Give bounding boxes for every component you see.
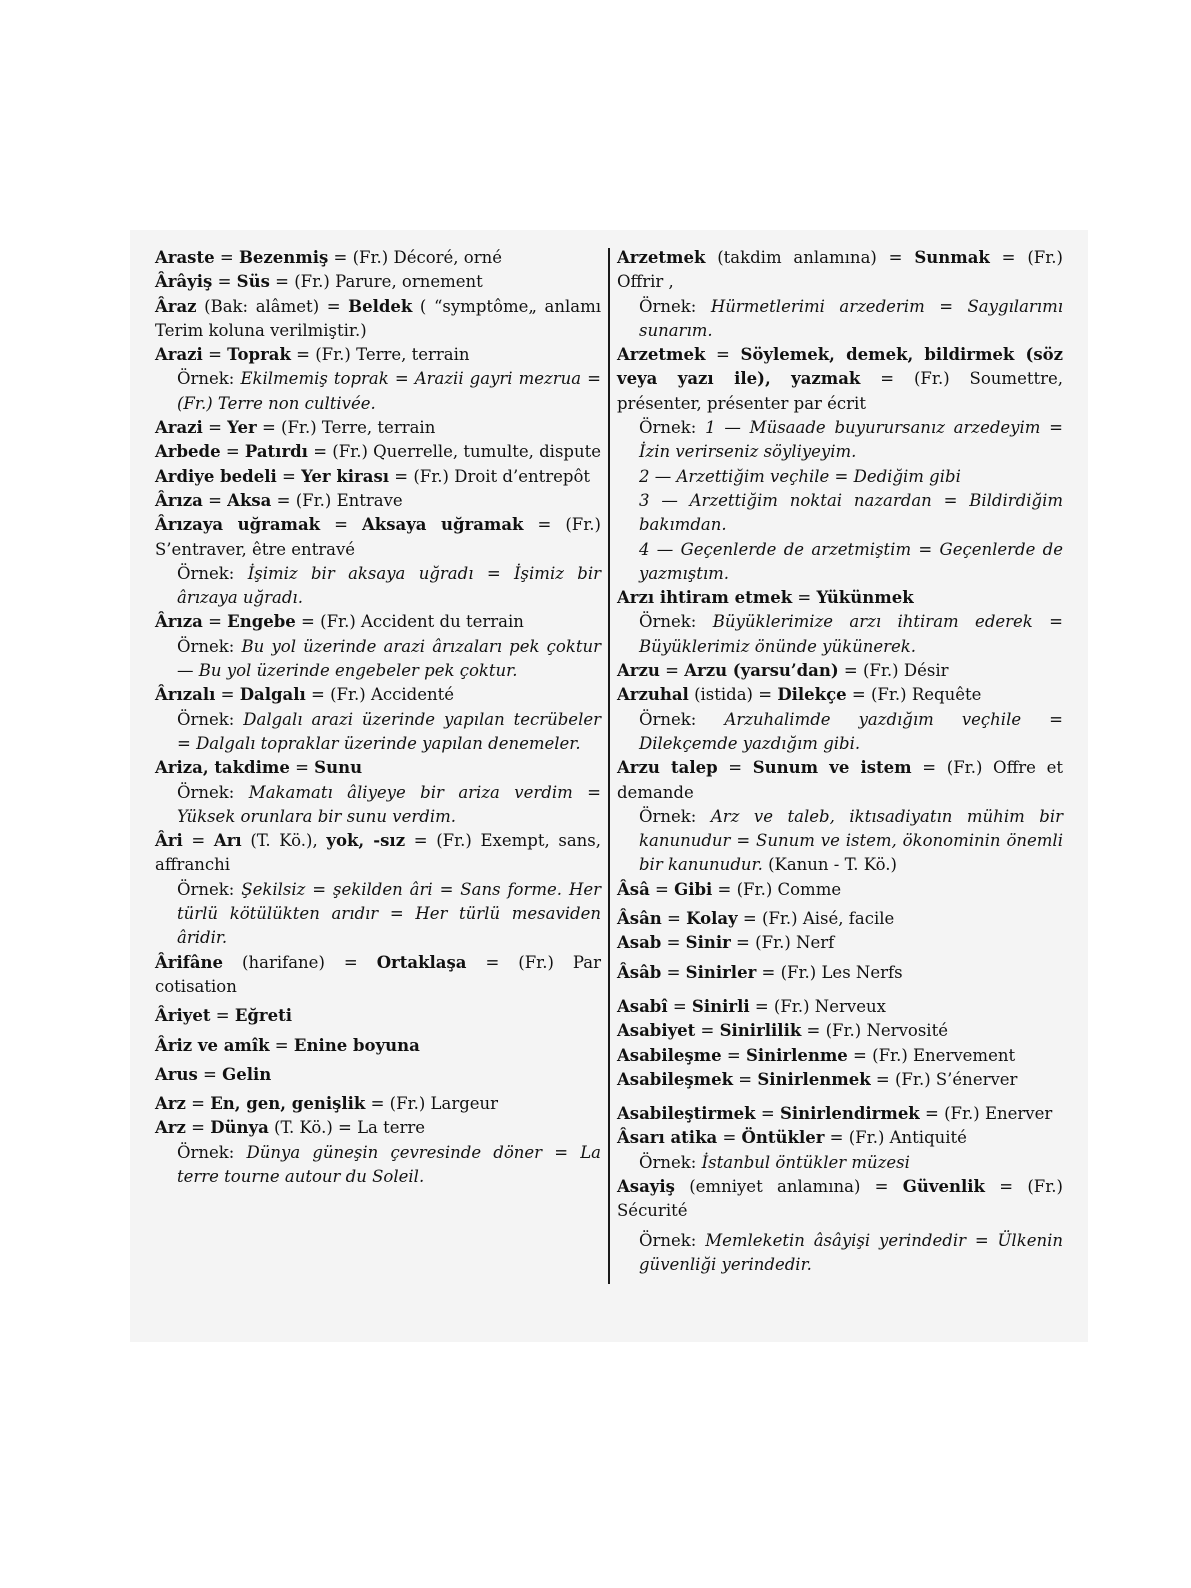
left-dictionary-entry: [155, 465, 601, 489]
entry-definition: Ârızaya uğramak = Aksaya uğramak = (Fr.) S’entraver, être entravé: [155, 515, 601, 559]
entry-example: Örnek: İstanbul öntükler müzesi: [639, 1152, 910, 1172]
entry-example: Örnek: Arz ve taleb, iktısadiyatın mühim bir kanunudur = Sunum ve istem, ökonominin önemli bir kanunudur. (Kanun - T. Kö.): [639, 806, 1063, 875]
entry-example-continued: 3 — Arzettiğim noktai nazardan = Bildirdiğim bakımdan.: [639, 490, 1063, 535]
entry-definition: Arzetmek (takdim anlamına) = Sunmak = (Fr.) Offrir ,: [617, 248, 1063, 292]
left-dictionary-entry: [155, 489, 601, 513]
right-dictionary-entry: [617, 878, 1063, 902]
entry-definition: Asabileşmek = Sinirlenmek = (Fr.) S’énerver: [617, 1069, 1018, 1089]
entry-definition: Arz = Dünya (T. Kö.) = La terre: [155, 1118, 426, 1138]
entry-example-continued: 4 — Geçenlerde de arzetmiştim = Geçenlerde de yazmıştım.: [639, 539, 1063, 583]
right-dictionary-entry: [617, 1175, 1063, 1224]
entry-definition: Âriz ve amîk = Enine boyuna: [155, 1035, 420, 1055]
entry-definition: Âsarı atika = Öntükler = (Fr.) Antiquité: [617, 1128, 967, 1148]
left-dictionary-entry: [155, 756, 601, 829]
left-dictionary-entry: [155, 951, 601, 1000]
entry-example: Örnek: 1 — Müsaade buyurursanız arzedeyim = İzin verirseniz söyliyeyim.: [639, 418, 1064, 462]
left-dictionary-entry: [155, 295, 601, 344]
left-dictionary-entry: [155, 829, 601, 950]
entry-example-continued: 2 — Arzettiğim veçhile = Dediğim gibi: [639, 466, 961, 486]
entry-definition: Ârızalı = Dalgalı = (Fr.) Accidenté: [155, 685, 454, 705]
left-dictionary-entry: [155, 1034, 601, 1058]
left-dictionary-entry: [155, 270, 601, 294]
entry-definition: Ariza, takdime = Sunu: [155, 758, 363, 778]
left-dictionary-entry: [155, 513, 601, 610]
entry-definition: Asab = Sinir = (Fr.) Nerf: [617, 933, 835, 953]
left-column: [155, 246, 601, 1189]
left-dictionary-entry: [155, 1092, 601, 1116]
right-dictionary-entry: [617, 907, 1063, 931]
entry-example: Örnek: Şekilsiz = şekilden âri = Sans forme. Her türlü kötülükten arıdır = Her türlü mesaviden âridir.: [177, 879, 601, 948]
entry-definition: Arus = Gelin: [155, 1064, 272, 1084]
entry-definition: Ârıza = Aksa = (Fr.) Entrave: [155, 490, 403, 510]
entry-definition: Arazi = Yer = (Fr.) Terre, terrain: [155, 418, 436, 438]
right-dictionary-entry: [617, 1068, 1063, 1092]
entry-example: Örnek: Makamatı âliyeye bir ariza verdim = Yüksek orunlara bir sunu verdim.: [177, 782, 601, 826]
entry-example: Örnek: Bu yol üzerinde arazi ârızaları pek çoktur — Bu yol üzerinde engebeler pek çoktur.: [177, 636, 601, 681]
entry-definition: Âraz (Bak: alâmet) = Beldek ( “symptôme„ anlamı Terim koluna verilmiştir.): [155, 296, 601, 340]
left-dictionary-entry: [155, 1116, 601, 1189]
right-dictionary-entry: [617, 1019, 1063, 1043]
left-dictionary-entry: [155, 416, 601, 440]
right-dictionary-entry: [617, 931, 1063, 955]
entry-example: Örnek: Dalgalı arazi üzerinde yapılan tecrübeler = Dalgalı topraklar üzerinde yapılan denemeler.: [177, 709, 601, 753]
right-dictionary-entry: [617, 1229, 1063, 1278]
entry-example: Örnek: Büyüklerimize arzı ihtiram ederek = Büyüklerimiz önünde yükünerek.: [639, 612, 1063, 656]
entry-definition: Ardiye bedeli = Yer kirası = (Fr.) Droit d’entrepôt: [155, 466, 591, 486]
entry-definition: Asabileşme = Sinirlenme = (Fr.) Enervement: [617, 1045, 1016, 1065]
entry-definition: Arbede = Patırdı = (Fr.) Querrelle, tumulte, dispute: [155, 442, 602, 462]
entry-definition: Asabileştirmek = Sinirlendirmek = (Fr.) Enerver: [617, 1104, 1053, 1124]
entry-definition: Asayiş (emniyet anlamına) = Güvenlik = (Fr.) Sécurité: [617, 1176, 1063, 1221]
entry-example: Örnek: Ekilmemiş toprak = Arazii gayri mezrua = (Fr.) Terre non cultivée.: [177, 369, 601, 413]
entry-example: Örnek: İşimiz bir aksaya uğradı = İşimiz bir ârızaya uğradı.: [177, 563, 602, 608]
entry-example: Örnek: Dünya güneşin çevresinde döner = La terre tourne autour du Soleil.: [177, 1142, 602, 1186]
left-dictionary-entry: [155, 1004, 601, 1028]
right-dictionary-entry: [617, 586, 1063, 659]
right-dictionary-entry: [617, 343, 1063, 586]
entry-definition: Asabiyet = Sinirlilik = (Fr.) Nervosité: [617, 1021, 948, 1041]
entry-definition: Arzetmek = Söylemek, demek, bildirmek (söz veya yazı ile), yazmak = (Fr.) Soumettre, présenter, présenter par écrit: [617, 345, 1063, 413]
right-dictionary-entry: [617, 961, 1063, 985]
entry-definition: Âsâb = Sinirler = (Fr.) Les Nerfs: [617, 962, 903, 982]
left-dictionary-entry: [155, 246, 601, 270]
entry-definition: Arzı ihtiram etmek = Yükünmek: [617, 588, 914, 608]
entry-definition: Arzuhal (istida) = Dilekçe = (Fr.) Requête: [617, 685, 982, 705]
entry-definition: Araste = Bezenmiş = (Fr.) Décoré, orné: [155, 248, 502, 267]
entry-example: Örnek: Hürmetlerimi arzederim = Saygılarımı sunarım.: [639, 296, 1063, 340]
entry-definition: Ârifâne (harifane) = Ortaklaşa = (Fr.) Par cotisation: [155, 952, 601, 996]
dictionary-page: [155, 246, 1065, 1296]
left-dictionary-entry: [155, 343, 601, 416]
entry-definition: Âriyet = Eğreti: [155, 1006, 293, 1026]
entry-definition: Asabî = Sinirli = (Fr.) Nerveux: [617, 996, 886, 1016]
entry-definition: Âri = Arı (T. Kö.), yok, -sız = (Fr.) Exempt, sans, affranchi: [155, 831, 601, 875]
left-dictionary-entry: [155, 440, 601, 464]
entry-definition: Arzu = Arzu (yarsu’dan) = (Fr.) Désir: [617, 661, 949, 681]
entry-definition: Âsâ = Gibi = (Fr.) Comme: [617, 879, 842, 899]
entry-example: Örnek: Memleketin âsâyişi yerindedir = Ülkenin güvenliği yerindedir.: [639, 1230, 1063, 1274]
right-dictionary-entry: [617, 1044, 1063, 1068]
left-dictionary-entry: [155, 683, 601, 756]
entry-definition: Âsân = Kolay = (Fr.) Aisé, facile: [617, 909, 895, 929]
right-dictionary-entry: [617, 995, 1063, 1019]
right-dictionary-entry: [617, 1102, 1063, 1126]
column-divider: [608, 248, 610, 1284]
entry-definition: Arz = En, gen, genişlik = (Fr.) Largeur: [155, 1094, 499, 1114]
left-dictionary-entry: [155, 610, 601, 683]
left-dictionary-entry: [155, 1063, 601, 1087]
entry-definition: Ârıza = Engebe = (Fr.) Accident du terrain: [155, 612, 524, 632]
right-dictionary-entry: [617, 756, 1063, 877]
entry-definition: Arazi = Toprak = (Fr.) Terre, terrain: [155, 345, 470, 365]
right-dictionary-entry: [617, 683, 1063, 756]
right-dictionary-entry: [617, 1126, 1063, 1175]
entry-example: Örnek: Arzuhalimde yazdığım veçhile = Dilekçemde yazdığım gibi.: [639, 709, 1064, 753]
right-column: [617, 246, 1063, 1277]
right-dictionary-entry: [617, 659, 1063, 683]
entry-definition: Ârâyiş = Süs = (Fr.) Parure, ornement: [155, 272, 483, 292]
entry-definition: Arzu talep = Sunum ve istem = (Fr.) Offre et demande: [617, 758, 1063, 802]
right-dictionary-entry: [617, 246, 1063, 343]
